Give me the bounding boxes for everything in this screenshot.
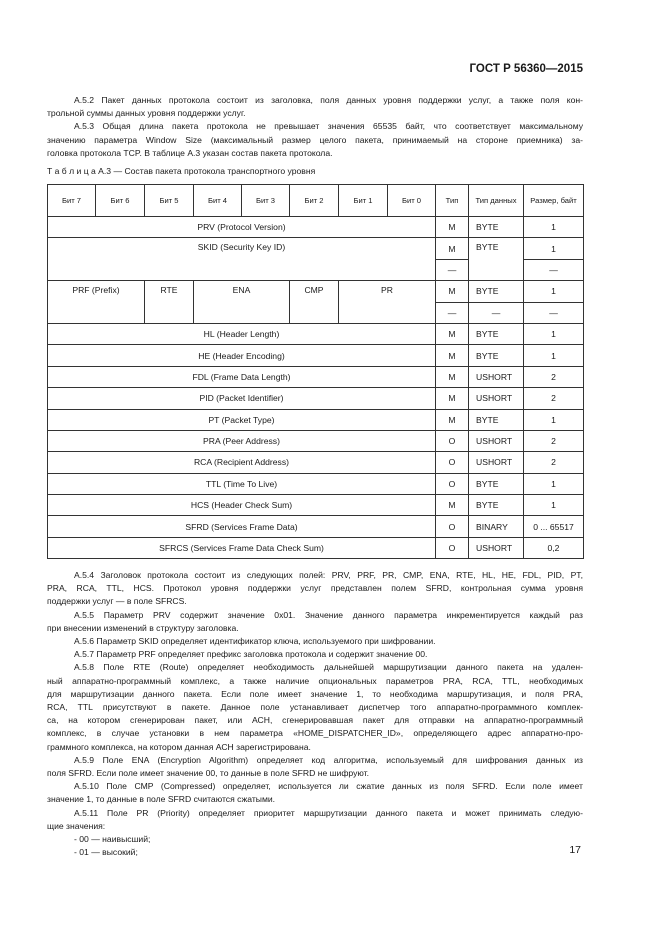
bits-pr-cell: PR [339, 281, 436, 324]
field-cell: HE (Header Encoding) [48, 345, 436, 366]
text-line: А.5.6 Параметр SKID определяет идентификатор ключа, используемого при шифровании. [74, 636, 436, 647]
size-cell: 2 [524, 430, 584, 451]
field-cell: SFRD (Services Frame Data) [48, 516, 436, 537]
text-line: - 01 — высокий; [74, 847, 138, 858]
size-cell: 1 [524, 238, 584, 259]
text-line: головка протокола TCP. В таблице А.3 указан состав пакета протокола. [47, 147, 333, 158]
col-header: Бит 3 [242, 185, 290, 217]
size-cell: 1 [524, 473, 584, 494]
type-cell: O [436, 430, 469, 451]
body-text [47, 569, 583, 859]
col-header: Бит 2 [290, 185, 339, 217]
text-line: А.5.5 Параметр PRV содержит значение 0x01. Значение данного параметра инкрементируется каждый раз [74, 609, 583, 620]
data-type-cell: BYTE [469, 473, 524, 494]
size-cell: 2 [524, 452, 584, 473]
text-line: А.5.9 Поле ENA (Encryption Algorithm) определяет код алгоритма, используемый для шифрования данных из [74, 754, 583, 765]
type-cell: M [436, 366, 469, 387]
col-header: Бит 7 [48, 185, 96, 217]
type-cell: M [436, 281, 469, 302]
text-line: - 00 — наивысший; [74, 834, 151, 845]
text-line: значение 1, то данные в поле SFRD считаются сжатыми. [47, 794, 276, 805]
type-cell: M [436, 409, 469, 430]
size-cell: 2 [524, 388, 584, 409]
table-row [48, 516, 584, 537]
data-type-cell: BYTE [469, 238, 524, 281]
table-row [48, 495, 584, 516]
bits-ena-cell: ENA [194, 281, 290, 324]
data-type-cell: BYTE [469, 217, 524, 238]
col-header: Бит 6 [96, 185, 145, 217]
field-cell: PT (Packet Type) [48, 409, 436, 430]
table-row [48, 409, 584, 430]
type-cell: — [436, 259, 469, 280]
type-cell: M [436, 323, 469, 344]
type-cell: M [436, 388, 469, 409]
size-cell: — [524, 259, 584, 280]
data-type-cell: BYTE [469, 345, 524, 366]
table-row [48, 430, 584, 451]
standard-designation: ГОСТ Р 56360—2015 [469, 63, 583, 75]
text-line: RCA, TTL присутствуют в пакете. Данное поле устанавливает диспетчер того аппаратно-программного комплек- [47, 702, 583, 713]
size-cell: 0 ... 65517 [524, 516, 584, 537]
col-header: Бит 4 [194, 185, 242, 217]
size-cell: — [524, 302, 584, 323]
data-type-cell: BYTE [469, 281, 524, 302]
text-line: значению параметра Window Size (максимальный размер целого пакета, принимаемый на стороне приемника) за- [47, 134, 583, 145]
text-line: А.5.4 Заголовок протокола состоит из следующих полей: PRV, PRF, PR, CMP, ENA, RTE, HL, HE, FDL, PID, PT, [74, 570, 583, 580]
field-cell: HL (Header Length) [48, 323, 436, 344]
text-line: поля SFRD. Если поле имеет значение 00, то данные в поле SFRD не шифруют. [47, 768, 369, 779]
size-cell: 1 [524, 409, 584, 430]
type-cell: M [436, 345, 469, 366]
bits-rte-cell: RTE [145, 281, 194, 324]
col-header: Размер, байт [524, 185, 584, 217]
col-header: Тип данных [469, 185, 524, 217]
table-row [48, 217, 584, 238]
size-cell: 1 [524, 323, 584, 344]
type-cell: O [436, 516, 469, 537]
text-line: А.5.8 Поле RTE (Route) определяет необходимость дальнейшей маршрутизации данного пакета на удален- [74, 662, 583, 673]
table-row [48, 366, 584, 387]
bits-cmp-cell: CMP [290, 281, 339, 324]
table-row [48, 281, 584, 302]
size-cell: 2 [524, 366, 584, 387]
table-row [48, 238, 584, 259]
col-header: Бит 1 [339, 185, 388, 217]
bits-prf-cell: PRF (Prefix) [48, 281, 145, 324]
text-line: А.5.10 Поле CMP (Compressed) определяет, используется ли сжатие данных из поля SFRD. Если поле имеет [74, 781, 583, 792]
type-cell: M [436, 495, 469, 516]
col-header: Бит 5 [145, 185, 194, 217]
text-line: ный аппаратно-программный комплекс, а также наличие опциональных параметров PRA, RCA, TTL, необходимых [47, 675, 583, 686]
table-row [48, 452, 584, 473]
table-row [48, 537, 584, 558]
data-type-cell: USHORT [469, 388, 524, 409]
text-line: граммного комплекса, на котором данная АСН зарегистрирована. [47, 741, 311, 752]
text-line: при внесении изменений в структуру заголовка. [47, 622, 239, 633]
type-cell: M [436, 238, 469, 259]
text-line: А.5.2 Пакет данных протокола состоит из заголовка, поля данных уровня поддержки услуг, а также поля кон- [74, 95, 583, 105]
data-type-cell: USHORT [469, 366, 524, 387]
text-line: щие значения: [47, 820, 106, 831]
size-cell: 1 [524, 281, 584, 302]
text-line: са, на котором сгенерирован пакет, или АСН, сгенерировавшая пакет для отправки на аппаратно-программный [47, 715, 583, 726]
table-caption: Т а б л и ц а А.3 — Состав пакета протокола транспортного уровня [47, 166, 316, 176]
type-cell: M [436, 217, 469, 238]
text-line: для маршрутизации данного пакета. Если поле имеет значение 1, то необходима маршрутизация, и поля PRA, [47, 688, 583, 699]
col-header: Бит 0 [388, 185, 436, 217]
data-type-cell: USHORT [469, 430, 524, 451]
field-cell: FDL (Frame Data Length) [48, 366, 436, 387]
field-cell: RCA (Recipient Address) [48, 452, 436, 473]
data-type-cell: BYTE [469, 409, 524, 430]
data-type-cell: BINARY [469, 516, 524, 537]
packet-structure-table [47, 184, 584, 559]
data-type-cell: BYTE [469, 495, 524, 516]
field-cell: PRV (Protocol Version) [48, 217, 436, 238]
table-row [48, 473, 584, 494]
table-row [48, 345, 584, 366]
type-cell: O [436, 452, 469, 473]
field-cell: SFRCS (Services Frame Data Check Sum) [48, 537, 436, 558]
text-line: комплекс, в случае установки в нем параметра «HOME_DISPATCHER_ID», определяющего адрес аппаратно-про- [47, 728, 583, 739]
data-type-cell: BYTE [469, 323, 524, 344]
text-line: А.5.7 Параметр PRF определяет префикс заголовка протокола и содержит значение 00. [74, 649, 428, 660]
field-cell: TTL (Time To Live) [48, 473, 436, 494]
type-cell: — [436, 302, 469, 323]
table-header-row [48, 185, 584, 217]
size-cell: 0,2 [524, 537, 584, 558]
text-line: трольной суммы данных уровня поддержки услуг. [47, 108, 246, 119]
size-cell: 1 [524, 217, 584, 238]
table-row [48, 388, 584, 409]
text-line: PRA, RCA, TTL, HCS. Протокол уровня поддержки услуг представлен полем SFRD, контрольная сумма уровня [47, 583, 583, 594]
text-line: А.5.11 Поле PR (Priority) определяет приоритет маршрутизации данного пакета и может принимать следую- [74, 807, 583, 818]
type-cell: O [436, 473, 469, 494]
table-row [48, 323, 584, 344]
field-cell: PID (Packet Identifier) [48, 388, 436, 409]
data-type-cell: USHORT [469, 452, 524, 473]
col-header: Тип [436, 185, 469, 217]
type-cell: O [436, 537, 469, 558]
field-cell: HCS (Header Check Sum) [48, 495, 436, 516]
size-cell: 1 [524, 495, 584, 516]
field-cell: PRA (Peer Address) [48, 430, 436, 451]
text-line: поддержки услуг — в поле SFRCS. [47, 596, 187, 607]
field-cell: SKID (Security Key ID) [48, 238, 436, 281]
intro-text [47, 94, 583, 160]
page-number: 17 [569, 844, 581, 856]
data-type-cell: USHORT [469, 537, 524, 558]
text-line: А.5.3 Общая длина пакета протокола не превышает значения 65535 байт, что соответствует максимальному [74, 121, 583, 132]
data-type-cell: — [469, 302, 524, 323]
size-cell: 1 [524, 345, 584, 366]
